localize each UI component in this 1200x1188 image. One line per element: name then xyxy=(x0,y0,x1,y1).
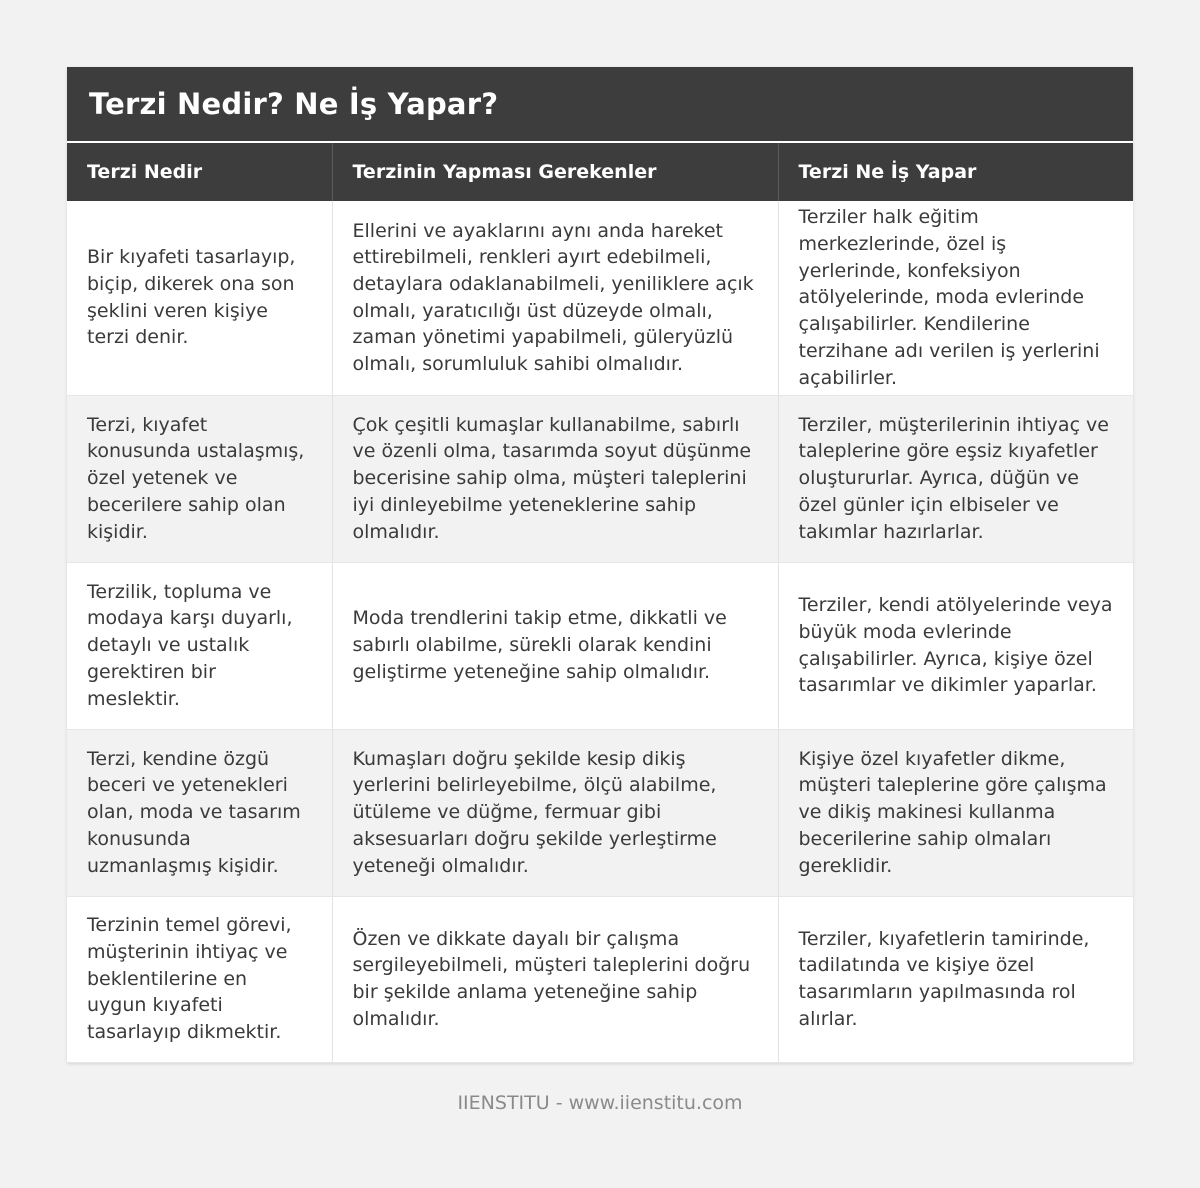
table-cell: Terziler halk eğitim merkezlerinde, özel iş yerlerinde, konfeksiyon atölyelerinde, moda evlerinde çalışabilirler. Kendilerine terzihane adı verilen iş yerlerini açabilirler. xyxy=(778,201,1133,395)
table-title: Terzi Nedir? Ne İş Yapar? xyxy=(67,67,1133,143)
table-cell: Bir kıyafeti tasarlayıp, biçip, dikerek ona son şeklini veren kişiye terzi denir. xyxy=(67,201,332,395)
table-cell: Terziler, müşterilerinin ihtiyaç ve taleplerine göre eşsiz kıyafetler oluştururlar. Ayrıca, düğün ve özel günler için elbiseler ve takımlar hazırlarlar. xyxy=(778,395,1133,562)
table-cell: Özen ve dikkate dayalı bir çalışma sergileyebilmeli, müşteri taleplerini doğru bir şekilde anlama yeteneğine sahip olmalıdır. xyxy=(332,896,778,1062)
table-cell: Terziler, kıyafetlerin tamirinde, tadilatında ve kişiye özel tasarımların yapılmasında rol alırlar. xyxy=(778,896,1133,1062)
column-header-duties: Terzi Ne İş Yapar xyxy=(778,143,1133,201)
table-row xyxy=(67,729,1133,896)
table-cell: Terzi, kıyafet konusunda ustalaşmış, özel yetenek ve becerilere sahip olan kişidir. xyxy=(67,395,332,562)
table-cell: Terziler, kendi atölyelerinde veya büyük moda evlerinde çalışabilirler. Ayrıca, kişiye özel tasarımlar ve dikimler yaparlar. xyxy=(778,562,1133,729)
column-header-requirements: Terzinin Yapması Gerekenler xyxy=(332,143,778,201)
table-cell: Çok çeşitli kumaşlar kullanabilme, sabırlı ve özenli olma, tasarımda soyut düşünme becerisine sahip olma, müşteri taleplerini iyi dinleyebilme yeteneklerine sahip olmalıdır. xyxy=(332,395,778,562)
footer-credit: IIENSTITU - www.iienstitu.com xyxy=(457,1092,743,1114)
table-cell: Kumaşları doğru şekilde kesip dikiş yerlerini belirleyebilme, ölçü alabilme, ütüleme ve düğme, fermuar gibi aksesuarları doğru şekilde yerleştirme yeteneği olmalıdır. xyxy=(332,729,778,896)
header-row xyxy=(67,143,1133,201)
table-cell: Terzi, kendine özgü beceri ve yetenekleri olan, moda ve tasarım konusunda uzmanlaşmış kişidir. xyxy=(67,729,332,896)
table-cell: Ellerini ve ayaklarını aynı anda hareket ettirebilmeli, renkleri ayırt edebilmeli, detaylara odaklanabilmeli, yeniliklere açık olmalı, yaratıcılığı üst düzeyde olmalı, zaman yönetimi yapabilmeli, güleryüzlü olmalı, sorumluluk sahibi olmalıdır. xyxy=(332,201,778,395)
table-row xyxy=(67,395,1133,562)
info-table-card xyxy=(67,67,1133,1063)
table-cell: Moda trendlerini takip etme, dikkatli ve sabırlı olabilme, sürekli olarak kendini geliştirme yeteneğine sahip olmalıdır. xyxy=(332,562,778,729)
table-row xyxy=(67,201,1133,395)
table-row xyxy=(67,562,1133,729)
table-cell: Kişiye özel kıyafetler dikme, müşteri taleplerine göre çalışma ve dikiş makinesi kullanma becerilerine sahip olmaları gereklidir. xyxy=(778,729,1133,896)
table-cell: Terzinin temel görevi, müşterinin ihtiyaç ve beklentilerine en uygun kıyafeti tasarlayıp dikmektir. xyxy=(67,896,332,1062)
info-table xyxy=(67,143,1133,1063)
column-header-definition: Terzi Nedir xyxy=(67,143,332,201)
table-cell: Terzilik, topluma ve modaya karşı duyarlı, detaylı ve ustalık gerektiren bir meslektir. xyxy=(67,562,332,729)
table-row xyxy=(67,896,1133,1062)
